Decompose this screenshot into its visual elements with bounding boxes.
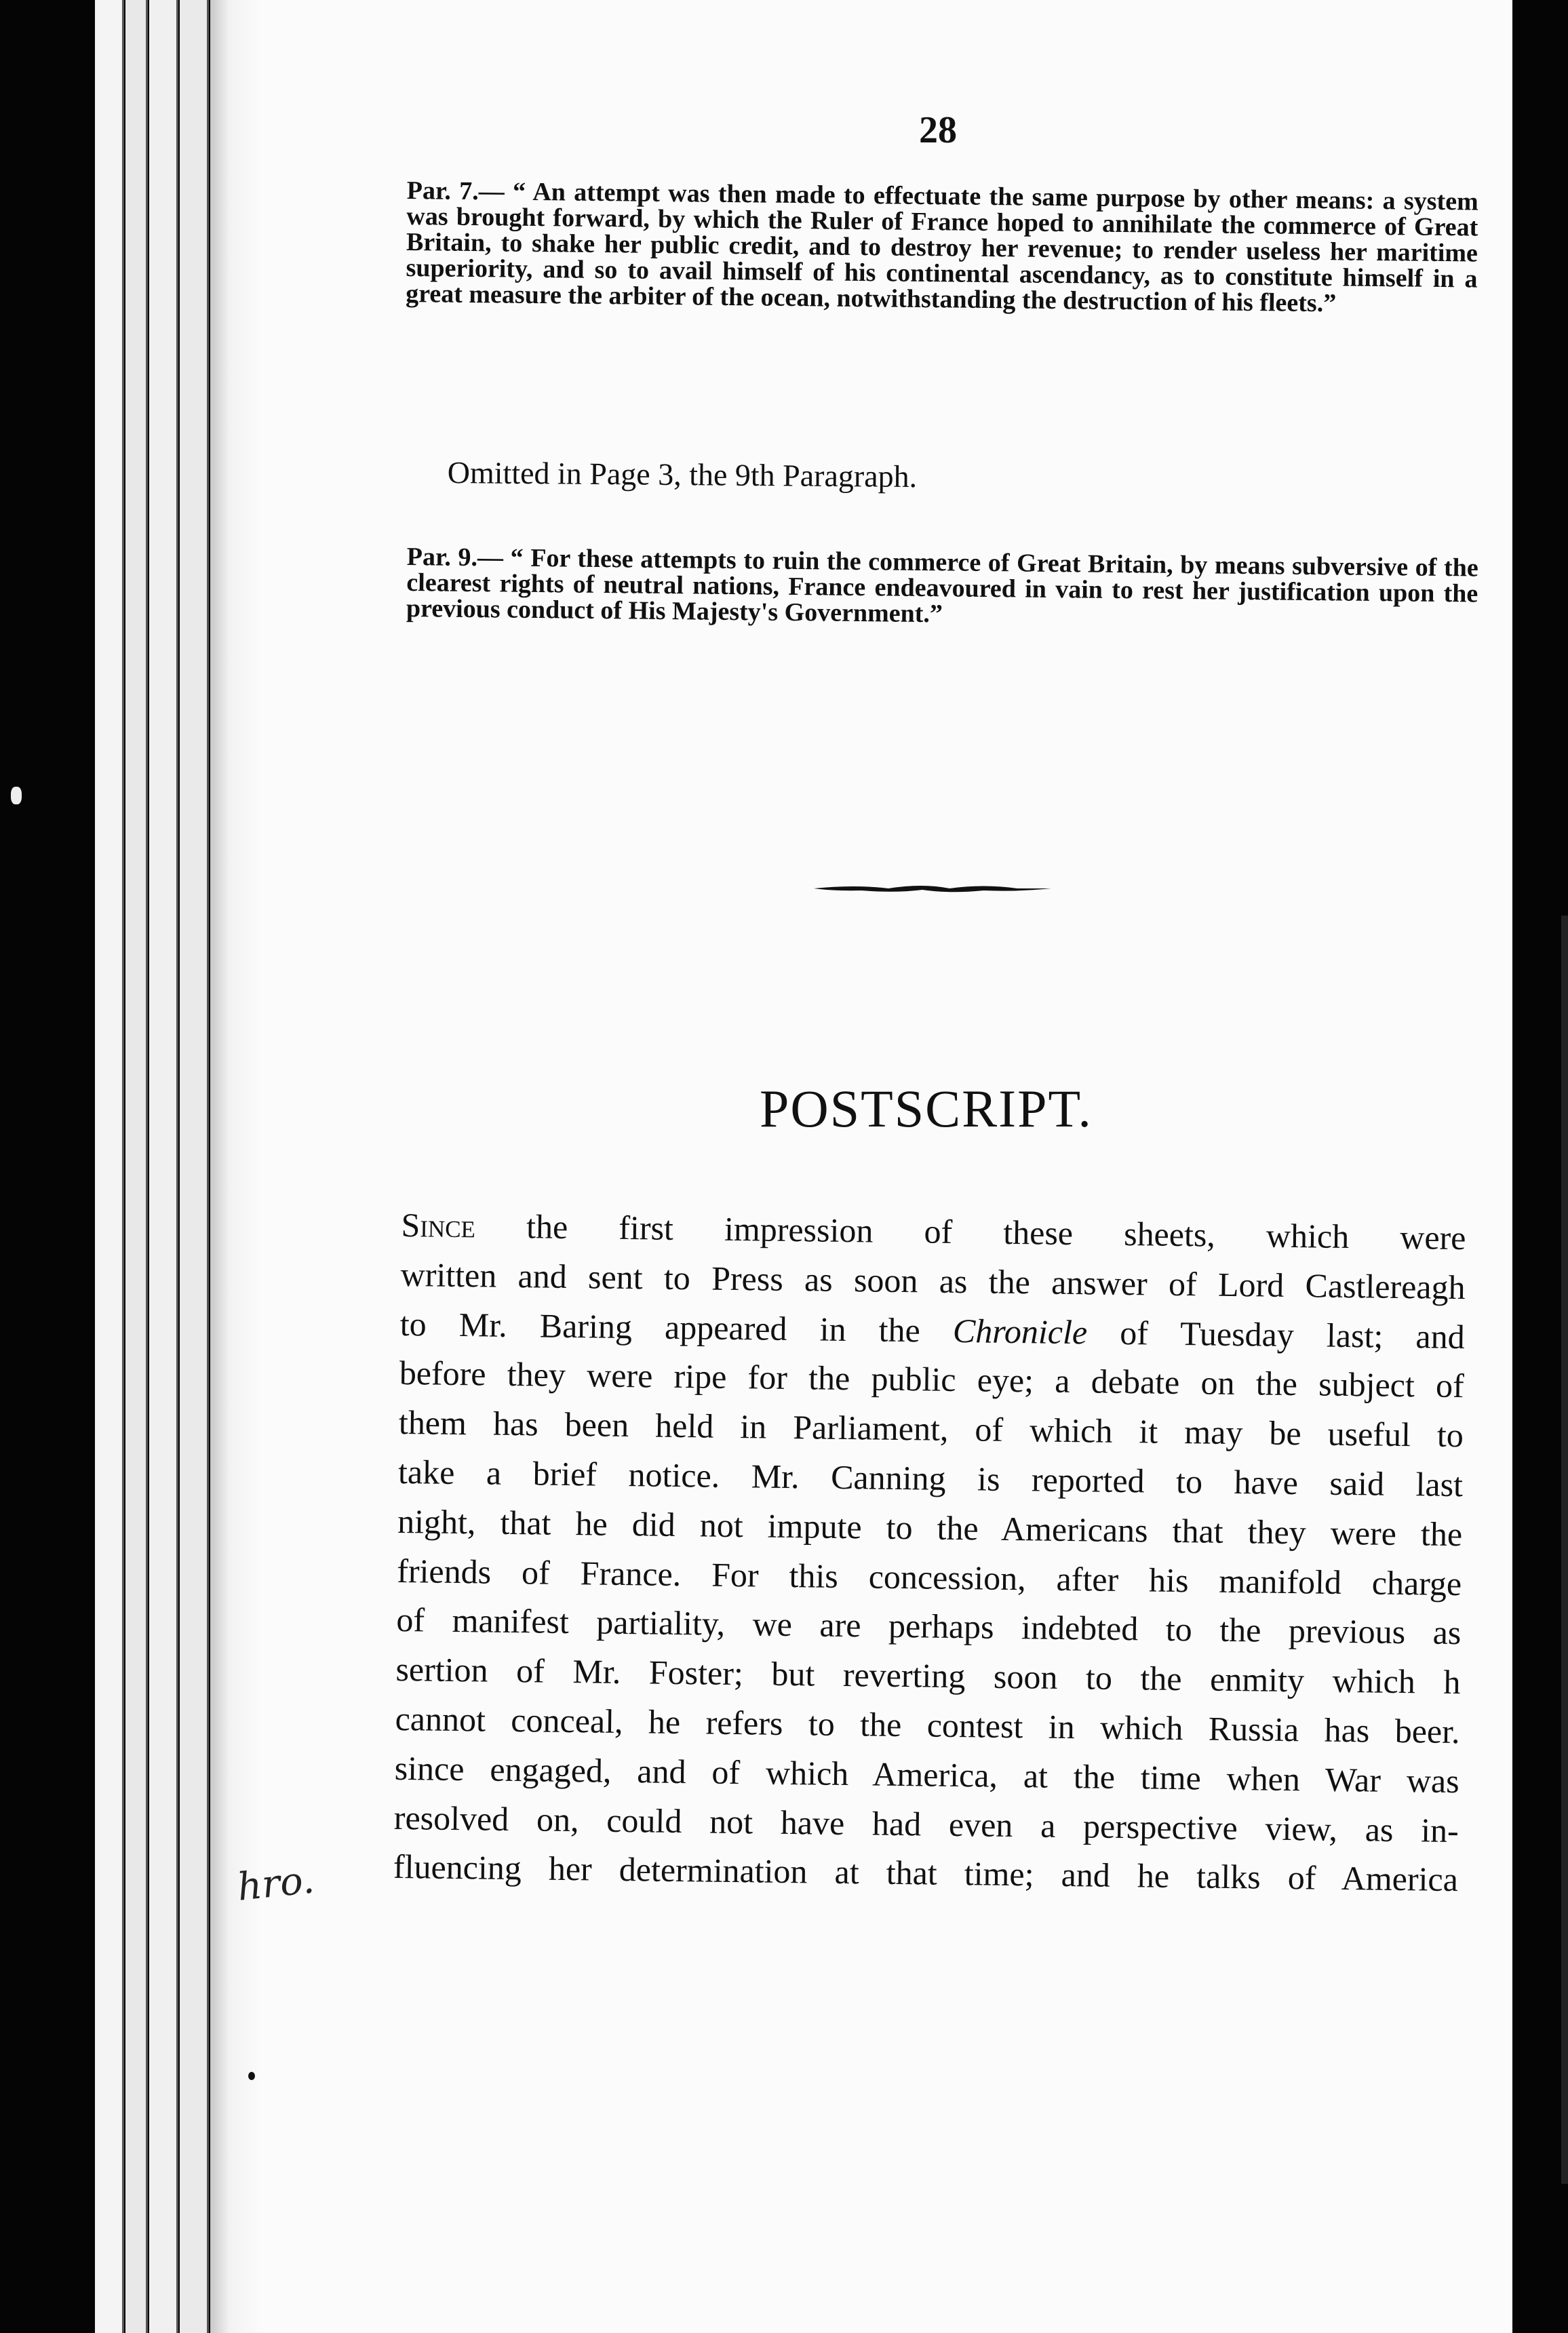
handwritten-margin-note: hro. [235,1858,317,1910]
document-page [258,0,1512,2333]
page-edge [149,0,178,2333]
book-gutter [210,0,258,2333]
ornamental-rule [814,880,1051,897]
text-line: of manifest partiality, we are perhaps indebted to the previous as [396,1601,1462,1652]
text-line: fluencing her determination at that time; and he talks of America [393,1847,1459,1899]
scan-shadow [1561,916,1568,2184]
page-edge [95,0,124,2333]
text-line: them has been held in Parliament, of which it may be useful to [398,1403,1464,1455]
text-line: resolved on, could not have had even a perspective view, as in- [393,1798,1459,1849]
scan-mark [11,787,22,804]
paragraph-text: “ For these attempts to ruin the commerce of Great Britain, by means subversive of the clearest rights of neutral nations, France endeavoured in vain to rest her justification upon the previous conduct of His Majesty's Government.” [406,543,1478,629]
page-number: 28 [919,109,957,151]
drop-word: Since [401,1205,476,1245]
paragraph-label: Par. 7.— [406,176,505,206]
text-line: Since the first impression of these sheets, which were [401,1205,1466,1257]
text-line: sertion of Mr. Foster; but reverting soon to the enmity which h [395,1650,1461,1702]
text-line: night, that he did not impute to the Americans that they were the [397,1502,1463,1553]
page-edge [125,0,148,2333]
page-edge [180,0,209,2333]
text-line: friends of France. For this concession, after his manifold charge [396,1551,1462,1603]
text-line: since engaged, and of which America, at the time when War was [394,1748,1460,1800]
postscript-title: POSTSCRIPT. [760,1079,1093,1138]
italic-title: Chronicle [952,1311,1088,1351]
paragraph-text: “ An attempt was then made to effectuate the same purpose by other means: a system was brought forward, by which the Ruler of France hoped to annihilate the commerce of Great Britain, to shake her public credit, and to destroy her revenue; to render useless her maritime superiority, and so to avail himself of his continental ascendancy, as to constitute himself in a great measure the arbiter of the ocean, notwithstanding the destruction of his fleets.” [405,177,1478,318]
postscript-body [393,1200,1466,1904]
paragraph-label: Par. 9.— [406,543,504,572]
text-line: before they were ripe for the public eye; a debate on the subject of [399,1354,1465,1405]
paragraph-7 [406,178,1478,318]
text-line: to Mr. Baring appeared in the Chronicle of Tuesday last; and [399,1304,1466,1356]
text-line: written and sent to Press as soon as the answer of Lord Castlereagh [400,1255,1466,1306]
ink-dot [248,2072,255,2080]
text-line: cannot conceal, he refers to the contest in which Russia has beer. [395,1699,1460,1751]
paragraph-9 [406,544,1478,633]
omitted-heading: Omitted in Page 3, the 9th Paragraph. [447,454,918,494]
text-line: take a brief notice. Mr. Canning is reported to have said last [397,1452,1464,1504]
